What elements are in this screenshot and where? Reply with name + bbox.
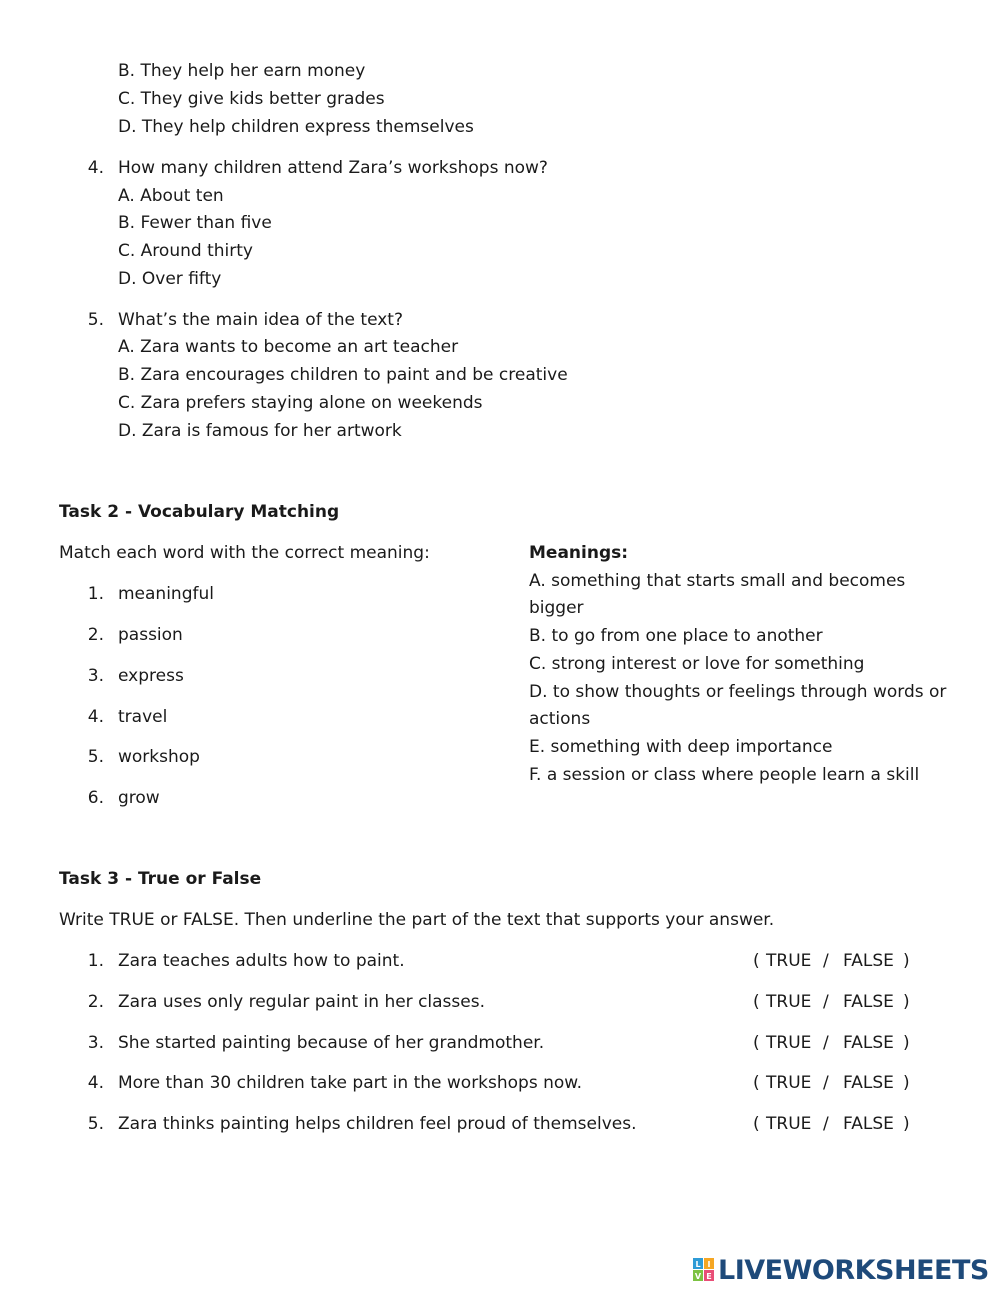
false-option[interactable]: FALSE [843,951,894,971]
false-option[interactable]: FALSE [843,1114,894,1134]
open-paren: ( [753,951,760,971]
slash: / [823,951,829,971]
q3-option-c: C. They give kids better grades [118,89,385,109]
q4-option-c: C. Around thirty [118,241,253,261]
q4-option-d: D. Over fifty [118,269,222,289]
q4-question: How many children attend Zara’s workshops now? [118,158,548,178]
word-number: 5. [87,747,104,767]
q4-option-b: B. Fewer than five [118,213,272,233]
true-option[interactable]: TRUE [766,1033,812,1053]
tf-statement: More than 30 children take part in the workshops now. [118,1073,583,1093]
liveworksheets-badge-icon [693,1258,715,1282]
word-item: grow [118,788,160,808]
q5-question: What’s the main idea of the text? [118,310,403,330]
close-paren: ) [903,1073,910,1093]
slash: / [823,1114,829,1134]
meaning-d-cont: actions [529,709,591,729]
meaning-a-cont: bigger [529,598,584,618]
word-item: travel [118,707,168,727]
word-number: 6. [87,788,104,808]
tf-number: 4. [87,1073,104,1093]
task2-instruction: Match each word with the correct meaning: [59,543,430,563]
tf-statement: Zara thinks painting helps children feel proud of themselves. [118,1114,637,1134]
slash: / [823,1073,829,1093]
meaning-c: C. strong interest or love for something [529,654,865,674]
word-number: 3. [87,666,104,686]
svg-text:E: E [706,1272,712,1281]
slash: / [823,1033,829,1053]
true-option[interactable]: TRUE [766,1073,812,1093]
open-paren: ( [753,1114,760,1134]
tf-number: 1. [87,951,104,971]
word-number: 4. [87,707,104,727]
close-paren: ) [903,992,910,1012]
tf-number: 3. [87,1033,104,1053]
task3-title: Task 3 - True or False [59,869,262,889]
tf-statement: Zara teaches adults how to paint. [118,951,405,971]
svg-text:V: V [694,1272,702,1281]
open-paren: ( [753,1033,760,1053]
open-paren: ( [753,992,760,1012]
q5-option-d: D. Zara is famous for her artwork [118,421,402,441]
false-option[interactable]: FALSE [843,992,894,1012]
meaning-a: A. something that starts small and becomes [529,571,906,591]
q5-option-c: C. Zara prefers staying alone on weekends [118,393,483,413]
q3-option-d: D. They help children express themselves [118,117,474,137]
slash: / [823,992,829,1012]
word-item: workshop [118,747,200,767]
q5-option-b: B. Zara encourages children to paint and be creative [118,365,568,385]
close-paren: ) [903,1033,910,1053]
q3-option-b: B. They help her earn money [118,61,366,81]
q5-option-a: A. Zara wants to become an art teacher [118,337,459,357]
close-paren: ) [903,951,910,971]
true-option[interactable]: TRUE [766,1114,812,1134]
open-paren: ( [753,1073,760,1093]
q4-number: 4. [87,158,104,178]
task2-title: Task 2 - Vocabulary Matching [59,502,340,522]
q5-number: 5. [87,310,104,330]
tf-statement: She started painting because of her grandmother. [118,1033,545,1053]
liveworksheets-logo [693,1254,989,1286]
tf-number: 5. [87,1114,104,1134]
false-option[interactable]: FALSE [843,1073,894,1093]
word-item: meaningful [118,584,214,604]
meaning-f: F. a session or class where people learn a skill [529,765,920,785]
meanings-title: Meanings: [529,543,629,563]
word-number: 2. [87,625,104,645]
tf-statement: Zara uses only regular paint in her classes. [118,992,485,1012]
liveworksheets-wordmark: LIVEWORKSHEETS [718,1254,989,1286]
meaning-e: E. something with deep importance [529,737,833,757]
word-item: express [118,666,184,686]
true-option[interactable]: TRUE [766,951,812,971]
close-paren: ) [903,1114,910,1134]
tf-number: 2. [87,992,104,1012]
true-option[interactable]: TRUE [766,992,812,1012]
meaning-d: D. to show thoughts or feelings through words or [529,682,947,702]
meaning-b: B. to go from one place to another [529,626,823,646]
word-number: 1. [87,584,104,604]
svg-text:L: L [695,1260,701,1269]
task3-instruction: Write TRUE or FALSE. Then underline the part of the text that supports your answer. [59,910,775,930]
q4-option-a: A. About ten [118,186,224,206]
svg-text:I: I [707,1260,711,1269]
false-option[interactable]: FALSE [843,1033,894,1053]
word-item: passion [118,625,183,645]
